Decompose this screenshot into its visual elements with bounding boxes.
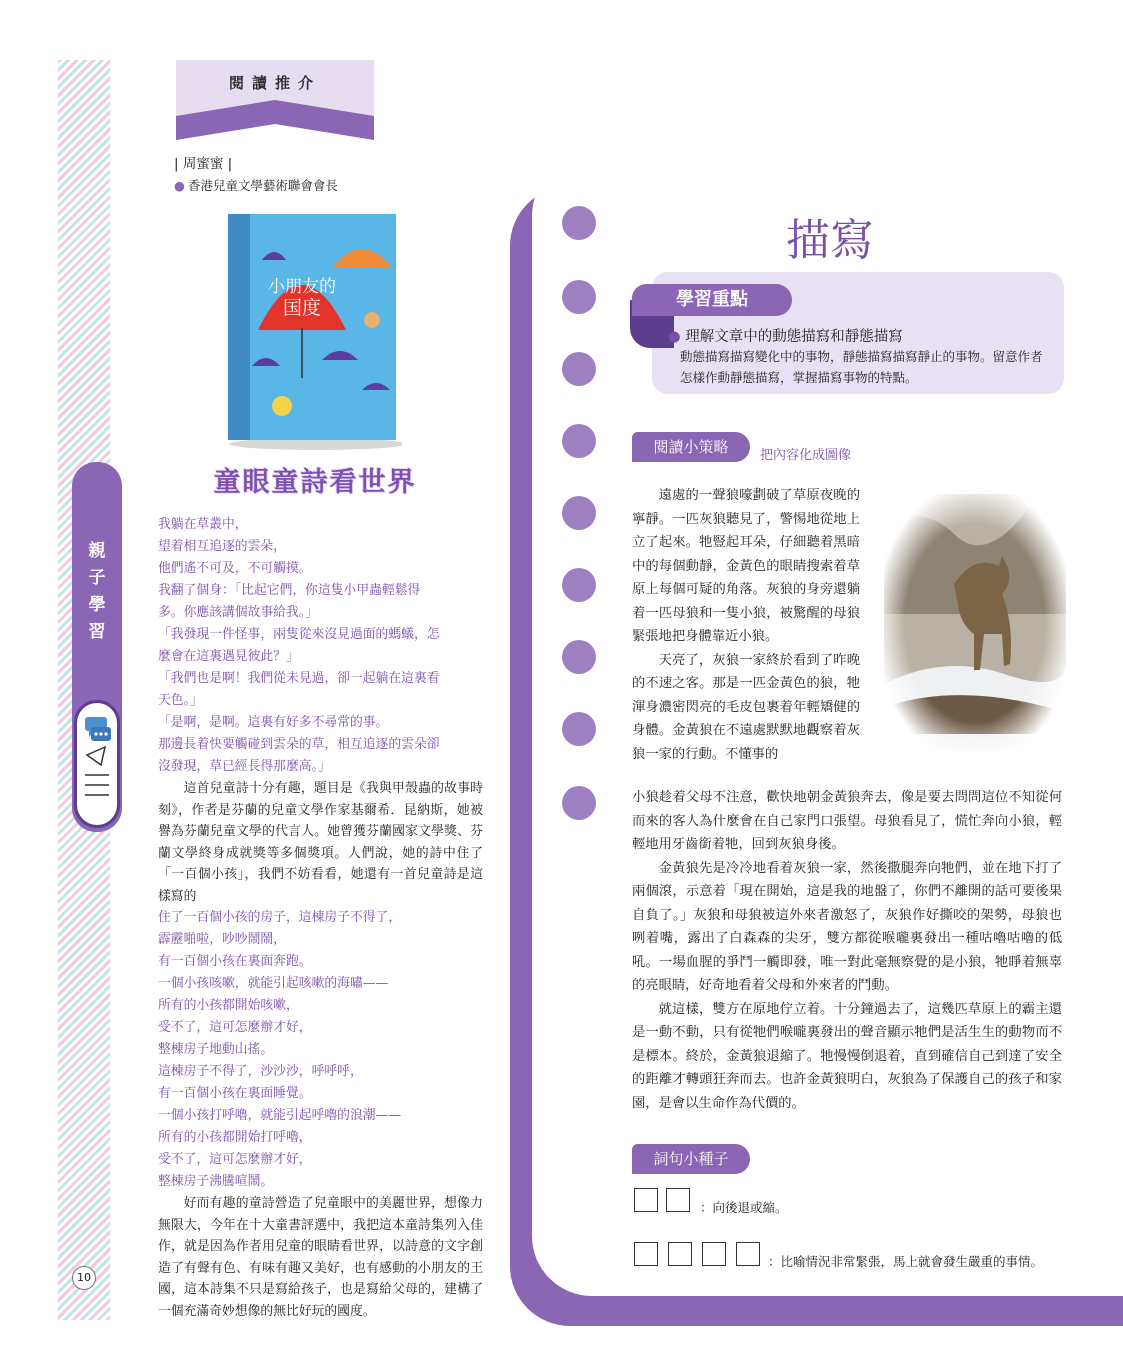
banner-title: 閱讀推介	[228, 74, 321, 92]
story-part-b	[632, 786, 1062, 1115]
poem-2	[158, 907, 483, 1193]
section-tab-label: 親 子 學 習	[88, 541, 106, 642]
key-point-detail: 動態描寫描寫變化中的事物，靜態描寫描寫靜止的事物。留意作者怎樣作動靜態描寫，掌握描寫事物的特點。	[680, 349, 1043, 385]
poem-line: 多。你應該講個故事給我。」	[158, 605, 318, 620]
story-part-a	[632, 484, 860, 766]
poem-line: 霹靂啪啦，吵吵鬧鬧，	[158, 932, 286, 947]
page-number: 10	[72, 1266, 96, 1290]
feature-title: 童眼童詩看世界	[213, 467, 417, 498]
binder-hole	[562, 280, 596, 314]
left-column	[158, 514, 483, 1322]
poem-line: 「是啊，是啊。這裏有好多不尋常的事。	[158, 715, 389, 730]
poem-line: 「我們也是啊！我們從未見過，卻一起躺在這裏看	[158, 671, 440, 686]
story-paragraph: 金黃狼先是冷冷地看着灰狼一家，然後撒腿奔向牠們，並在地下打了兩個滾，示意着「現在開始，這是我的地盤了，你們不離開的話可要後果自負了。」灰狼和母狼被這外來者激怒了，灰狼作好撕咬的架勢，母狼也咧着嘴，露出了白森森的尖牙，雙方都從喉嚨裏發出一種咕嚕咕嚕的低吼。一場血腥的爭鬥一觸即發，唯一對此毫無察覺的是小狼，牠睜着無辜的亮眼睛，好奇地看着父母和外來者的鬥動。	[632, 860, 1062, 993]
words-label: 詞句小種子	[632, 1144, 750, 1174]
story-paragraph: 遠處的一聲狼嚎劃破了草原夜晚的寧靜。一匹灰狼聽見了，警惕地從地上立了起來。牠豎起耳朵，仔細聽着黑暗中的每個動靜，金黃色的眼睛搜索着草原上每個可疑的角落。灰狼的身旁還躺着一匹母狼和一隻小狼，被驚醒的母狼緊張地把身體靠近小狼。	[632, 488, 860, 644]
book-cover-title: 小朋友的	[268, 277, 336, 297]
poem-line: 沒發現，草已經長得那麼高。」	[158, 759, 331, 774]
story-paragraph: 小狼趁着父母不注意，歡快地朝金黃狼奔去，像是要去問問這位不知從何而來的客人為什麼會在自己家門口張望。母狼看見了，慌忙奔向小狼，輕輕地用牙齒銜着牠，回到灰狼身後。	[632, 790, 1062, 852]
binder-hole	[562, 424, 596, 458]
poem-line: 望着相互追逐的雲朵，	[158, 539, 286, 554]
key-point: ● 理解文章中的動態描寫和靜態描寫	[668, 329, 903, 345]
poem-line: 麼會在這裏遇見彼此？」	[158, 649, 299, 664]
poem-line: 我躺在草叢中，	[158, 517, 248, 532]
answer-box[interactable]	[702, 1242, 726, 1266]
book-cover-title-2: 国度	[282, 297, 322, 319]
poem-line: 受不了，這可怎麼辦才好，	[158, 1152, 312, 1167]
word-1-definition: ：向後退或縮。	[700, 1200, 788, 1215]
wolf-photo	[884, 494, 1066, 752]
reading-strategy-label: 閱讀小策略	[632, 432, 750, 462]
answer-box[interactable]	[634, 1242, 658, 1266]
poem-1	[158, 514, 483, 778]
poem-line: 受不了，這可怎麼辦才好，	[158, 1020, 312, 1035]
book-cover-image	[222, 210, 402, 450]
story-paragraph: 就這樣，雙方在原地佇立着。十分鐘過去了，這幾匹草原上的霸主還是一動不動，只有從牠們喉嚨裏發出的聲音顯示牠們是活生生的動物而不是標本。終於，金黃狼退縮了。牠慢慢倒退着，直到確信自己到達了安全的距離才轉頭狂奔而去。也許金黃狼明白，灰狼為了保護自己的孩子和家園，是會以生命作為代價的。	[632, 1001, 1062, 1111]
binder-hole	[562, 496, 596, 530]
poem-line: 他們遙不可及，不可觸摸。	[158, 561, 312, 576]
poem-line: 一個小孩咳嗽，就能引起咳嗽的海嘯——	[158, 976, 389, 991]
panel-title: 描寫	[786, 215, 874, 266]
poem-line: 那邊長着快要觸碰到雲朵的草，相互追逐的雲朵卻	[158, 737, 440, 752]
binder-hole	[562, 640, 596, 674]
parent-child-icon	[74, 700, 120, 828]
poem-line: 天色。」	[158, 693, 203, 708]
poem-line: 有一百個小孩在裏面奔跑。	[158, 954, 312, 969]
author-name: | 周蜜蜜 |	[174, 156, 233, 172]
poem-line: 整棟房子地動山搖。	[158, 1042, 274, 1057]
answer-box[interactable]	[666, 1188, 690, 1212]
poem-line: 有一百個小孩在裏面睡覺。	[158, 1086, 312, 1101]
poem-line: 住了一百個小孩的房子，這棟房子不得了，	[158, 910, 402, 925]
binder-hole	[562, 206, 596, 240]
author-title: ● 香港兒童文學藝術聯會會長	[174, 178, 338, 193]
answer-box[interactable]	[736, 1242, 760, 1266]
poem-line: 我翻了個身：「比起它們，你這隻小甲蟲輕鬆得	[158, 583, 421, 598]
binder-hole	[562, 786, 596, 820]
binder-hole	[562, 568, 596, 602]
binder-hole	[562, 712, 596, 746]
prose-paragraph-2: 好而有趣的童詩營造了兒童眼中的美麗世界，想像力無限大，今年在十大童書評選中，我把這本童詩集列入佳作，就是因為作者用兒童的眼睛看世界，以詩意的文字創造了有聲有色、有味有趣又美好，也有感動的小朋友的王國，這本詩集不只是寫給孩子，也是寫給父母的，建構了一個充滿奇妙想像的無比好玩的國度。	[158, 1196, 483, 1319]
poem-line: 一個小孩打呼嚕，就能引起呼嚕的浪潮——	[158, 1108, 402, 1123]
poem-line: 這棟房子不得了，沙沙沙，呼呼呼，	[158, 1064, 363, 1079]
poem-line: 所有的小孩都開始打呼嚕，	[158, 1130, 312, 1145]
poem-line: 整棟房子沸騰喧鬧。	[158, 1174, 274, 1189]
answer-box[interactable]	[634, 1188, 658, 1212]
prose-paragraph-1: 這首兒童詩十分有趣，題目是《我與甲殼蟲的故事時刻》，作者是芬蘭的兒童文學作家基爾希．昆納斯，她被譽為芬蘭兒童文學的代言人。她曾獲芬蘭國家文學獎、芬蘭文學終身成就獎等多個獎項。人們說，她的詩中住了「一百個小孩」，我們不妨看看，她還有一首兒童詩是這樣寫的	[158, 781, 483, 904]
word-2-definition: ：比喻情況非常緊張，馬上就會發生嚴重的事情。	[768, 1254, 1044, 1269]
key-points-label: 學習重點	[632, 284, 792, 316]
binder-hole	[562, 352, 596, 386]
answer-box[interactable]	[668, 1242, 692, 1266]
reading-strategy-text: 把內容化成圖像	[760, 448, 852, 463]
poem-line: 所有的小孩都開始咳嗽，	[158, 998, 299, 1013]
story-paragraph: 天亮了，灰狼一家終於看到了昨晚的不速之客。那是一匹金黃色的狼，牠渾身濃密閃亮的毛皮包裹着年輕矯健的身體。金黃狼在不遠處默默地觀察着灰狼一家的行動。不懂事的	[632, 652, 860, 762]
poem-line: 「我發現一件怪事，兩隻從來沒見過面的螞蟻，怎	[158, 627, 440, 642]
